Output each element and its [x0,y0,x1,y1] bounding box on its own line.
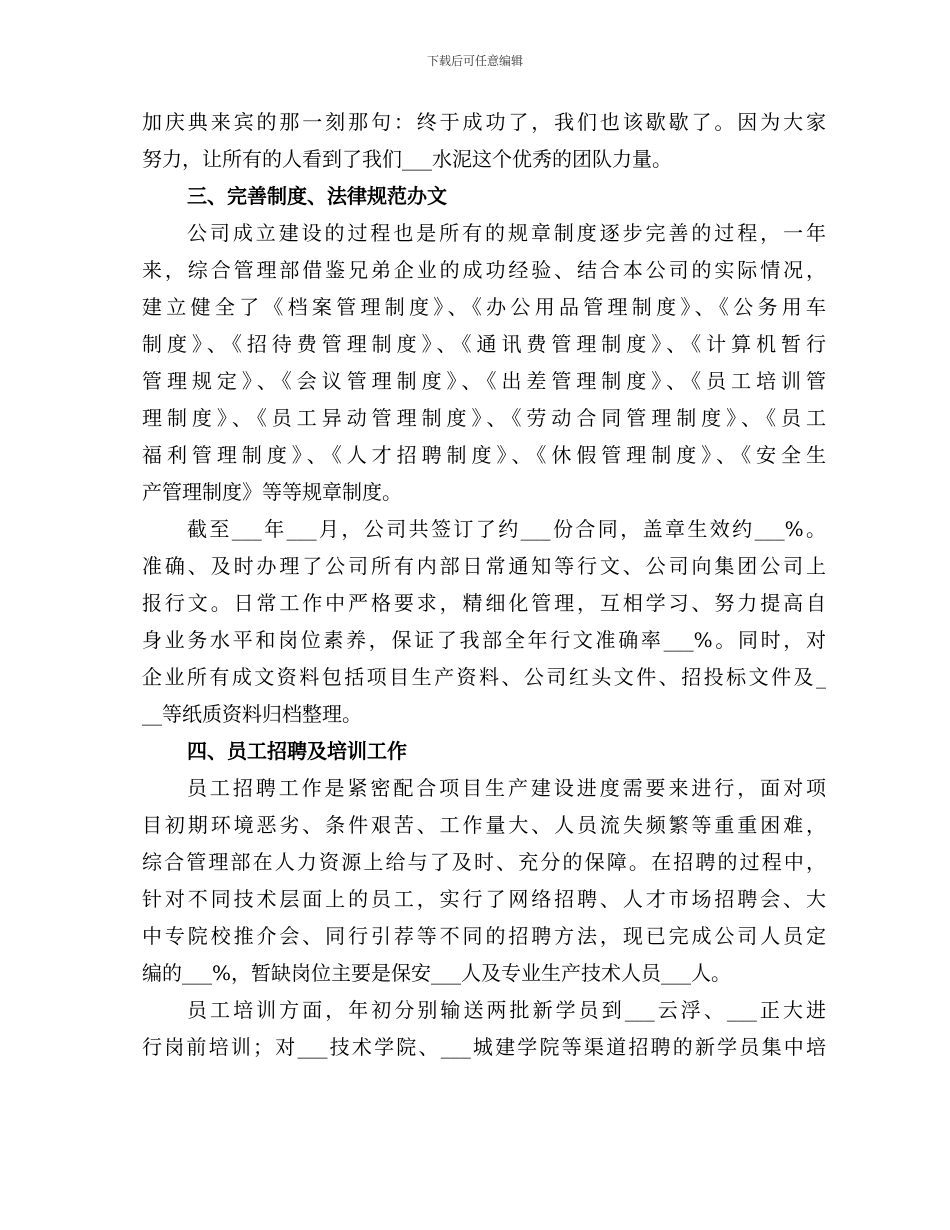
text-line: 制度》、《招待费管理制度》、《通讯费管理制度》、《计算机暂行 [142,332,826,356]
text-line: 福利管理制度》、《人才招聘制度》、《休假管理制度》、《安全生 [142,443,826,467]
text-line: 产管理制度》等等规章制度。 [142,480,402,504]
text-line: 员工培训方面，年初分别输送两批新学员到___云浮、___正大进 [187,998,826,1022]
text-line: 报行文。日常工作中严格要求，精细化管理，互相学习、努力提高自 [142,591,826,615]
text-line: 截至___年___月，公司共签订了约___份合同，盖章生效约___%。 [187,517,826,541]
text-line: 员工招聘工作是紧密配合项目生产建设进度需要来进行，面对项 [187,776,826,800]
text-line: 建立健全了《档案管理制度》、《办公用品管理制度》、《公务用车 [142,295,826,319]
text-line: 编的___%，暂缺岗位主要是保安___人及专业生产技术人员___人。 [142,961,732,985]
text-line: 加庆典来宾的那一刻那句：终于成功了，我们也该歇歇了。因为大家 [142,110,826,134]
text-line: 来，综合管理部借鉴兄弟企业的成功经验、结合本公司的实际情况， [142,258,826,282]
text-line: __等纸质资料归档整理。 [142,702,362,726]
text-line: 针对不同技术层面上的员工，实行了网络招聘、人才市场招聘会、大 [142,887,826,911]
text-line: 努力，让所有的人看到了我们___水泥这个优秀的团队力量。 [142,147,672,171]
text-line: 公司成立建设的过程也是所有的规章制度逐步完善的过程，一年 [187,221,826,245]
section-heading: 三、完善制度、法律规范办文 [187,184,447,208]
text-line: 行岗前培训；对___技术学院、___城建学院等渠道招聘的新学员集中培 [142,1035,826,1059]
text-line: 中专院校推介会、同行引荐等不同的招聘方法，现已完成公司人员定 [142,924,826,948]
text-line: 综合管理部在人力资源上给与了及时、充分的保障。在招聘的过程中， [142,850,826,874]
text-line: 管理规定》、《会议管理制度》、《出差管理制度》、《员工培训管 [142,369,826,393]
text-line: 目初期环境恶劣、条件艰苦、工作量大、人员流失频繁等重重困难， [142,813,826,837]
text-line: 理制度》、《员工异动管理制度》、《劳动合同管理制度》、《员工 [142,406,826,430]
section-heading: 四、员工招聘及培训工作 [187,739,407,763]
text-line: 准确、及时办理了公司所有内部日常通知等行文、公司向集团公司上 [142,554,826,578]
page-header: 下载后可任意编辑 [426,54,523,68]
document-body [142,104,826,1066]
text-line: 企业所有成文资料包括项目生产资料、公司红头文件、招投标文件及_ [142,665,826,689]
text-line: 身业务水平和岗位素养，保证了我部全年行文准确率___%。同时，对 [142,628,826,652]
